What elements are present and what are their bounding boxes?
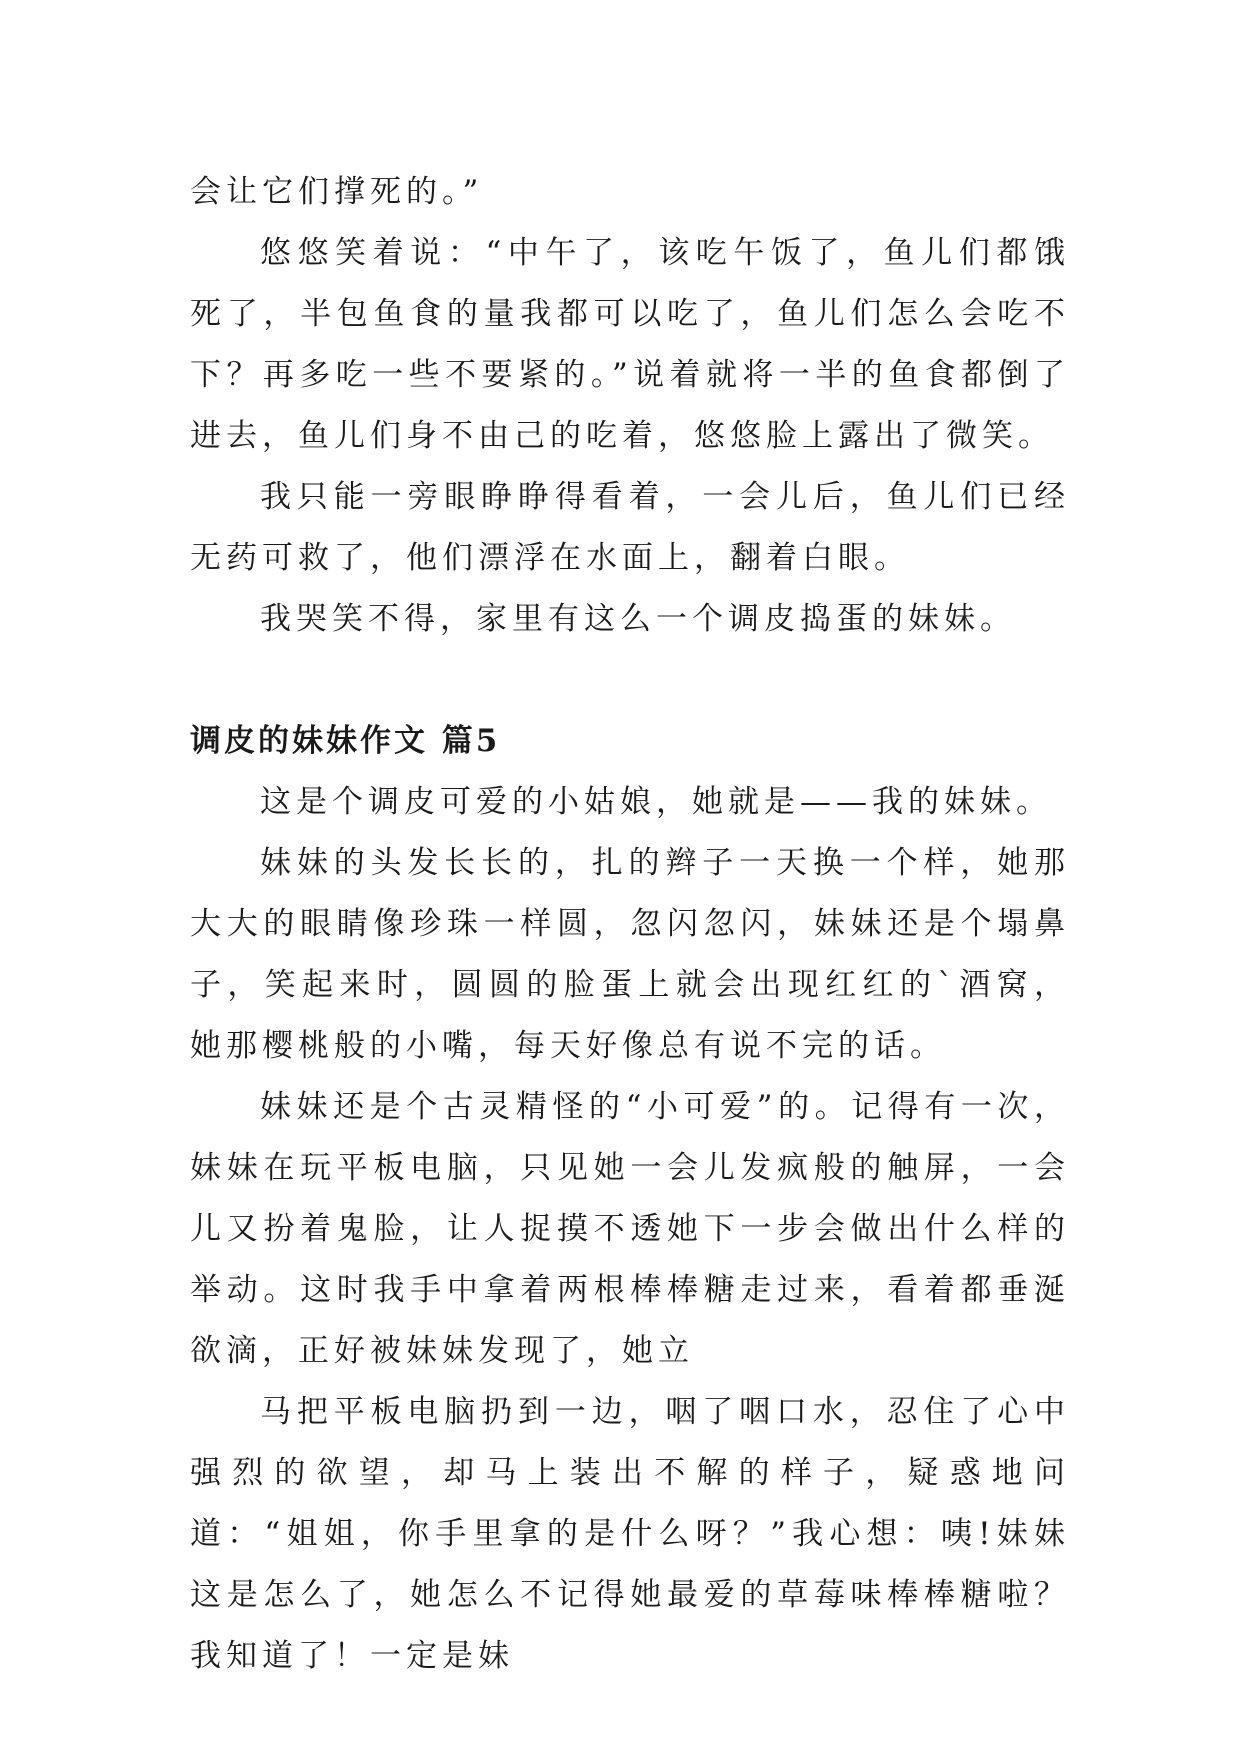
section-spacer [190, 650, 1070, 711]
paragraph: 马把平板电脑扔到一边，咽了咽口水，忍住了心中强烈的欲望，却马上装出不解的样子，疑惑地问道：“姐姐，你手里拿的是什么呀？”我心想：咦!妹妹这是怎么了，她怎么不记得她最爱的草莓味棒棒糖啦？我知道了！一定是妹 [190, 1394, 1070, 1674]
section-heading: 调皮的妹妹作文 篇5 [190, 723, 501, 759]
paragraph: 会让它们撑死的。” [190, 174, 484, 210]
paragraph: 我哭笑不得，家里有这么一个调皮捣蛋的妹妹。 [260, 601, 1016, 637]
paragraph: 妹妹的头发长长的，扎的辫子一天换一个样，她那大大的眼睛像珍珠一样圆，忽闪忽闪，妹妹还是个塌鼻子，笑起来时，圆圆的脸蛋上就会出现红红的`酒窝，她那樱桃般的小嘴，每天好像总有说不完的话。 [190, 845, 1070, 1064]
document-page [190, 162, 1070, 1687]
paragraph: 这是个调皮可爱的小姑娘，她就是——我的妹妹。 [260, 784, 1052, 820]
paragraph: 妹妹还是个古灵精怪的“小可爱”的。记得有一次，妹妹在玩平板电脑，只见她一会儿发疯般的触屏，一会儿又扮着鬼脸，让人捉摸不透她下一步会做出什么样的举动。这时我手中拿着两根棒棒糖走过来，看着都垂涎欲滴，正好被妹妹发现了，她立 [190, 1089, 1070, 1369]
paragraph: 我只能一旁眼睁睁得看着，一会儿后，鱼儿们已经无药可救了，他们漂浮在水面上，翻着白眼。 [190, 479, 1070, 576]
paragraph: 悠悠笑着说：“中午了，该吃午饭了，鱼儿们都饿死了，半包鱼食的量我都可以吃了，鱼儿们怎么会吃不下？再多吃一些不要紧的。”说着就将一半的鱼食都倒了进去，鱼儿们身不由己的吃着，悠悠脸上露出了微笑。 [190, 235, 1070, 454]
